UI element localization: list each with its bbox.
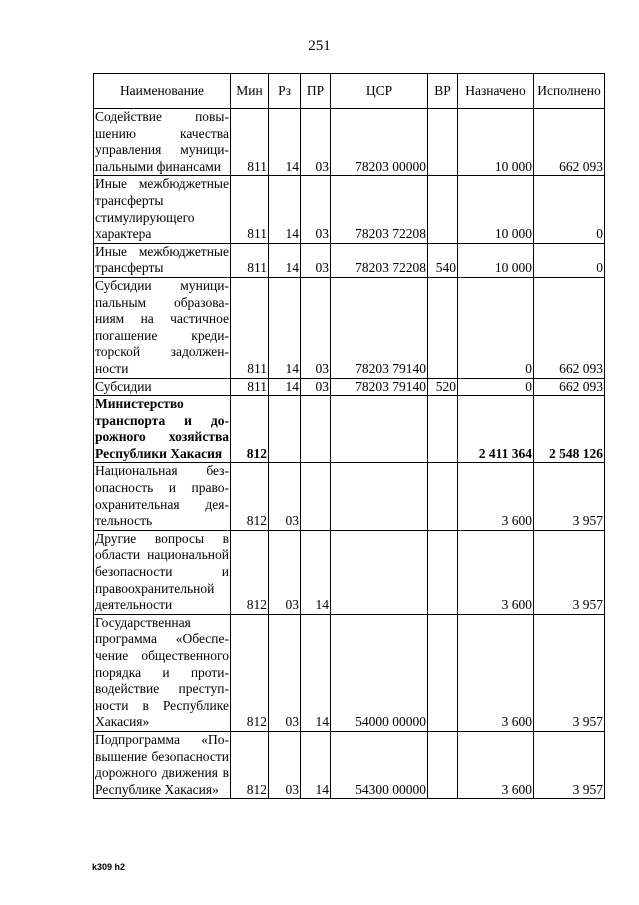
row-min: 812 [231,463,269,530]
row-assigned: 2 411 364 [458,396,534,463]
row-executed: 3 957 [534,463,605,530]
row-min: 811 [231,109,269,176]
table-row [94,243,605,277]
row-min: 812 [231,396,269,463]
row-assigned: 10 000 [458,109,534,176]
row-csr [331,530,428,614]
row-pr: 03 [301,243,331,277]
row-pr [301,463,331,530]
row-executed: 3 957 [534,530,605,614]
row-csr [331,463,428,530]
row-pr: 03 [301,176,331,243]
table-row [94,176,605,243]
row-csr: 78203 00000 [331,109,428,176]
row-executed: 3 957 [534,731,605,798]
row-assigned: 10 000 [458,243,534,277]
row-executed: 662 093 [534,378,605,396]
row-name: Другие вопросы в области национальной безопасности и правоохранительной деятельности [94,530,231,614]
table-body [94,109,605,799]
row-rz: 14 [269,243,301,277]
col-header-executed: Исполнено [534,74,605,109]
row-vr: 540 [428,243,458,277]
row-min: 811 [231,378,269,396]
row-vr [428,176,458,243]
row-vr: 520 [428,378,458,396]
row-min: 812 [231,614,269,731]
row-executed: 3 957 [534,614,605,731]
row-rz: 03 [269,463,301,530]
row-rz: 03 [269,731,301,798]
page-number: 251 [308,38,331,54]
col-header-rz: Рз [269,74,301,109]
row-assigned: 3 600 [458,530,534,614]
row-csr: 78203 72208 [331,243,428,277]
row-name: Субсидии муниципальным образованиям на частичное погашение кредиторской задолженности [94,277,231,378]
row-pr [301,396,331,463]
row-name: Субсидии [94,378,231,396]
row-assigned: 3 600 [458,731,534,798]
row-name: Национальная безопасность и правоохранительная деятельность [94,463,231,530]
table-row [94,109,605,176]
row-assigned: 3 600 [458,463,534,530]
row-csr: 78203 72208 [331,176,428,243]
row-csr: 54300 00000 [331,731,428,798]
row-min: 811 [231,243,269,277]
row-executed: 662 093 [534,277,605,378]
row-csr [331,396,428,463]
col-header-vr: ВР [428,74,458,109]
row-vr [428,396,458,463]
row-assigned: 3 600 [458,614,534,731]
table-row [94,378,605,396]
row-vr [428,277,458,378]
row-pr: 14 [301,530,331,614]
row-min: 811 [231,176,269,243]
row-csr: 54000 00000 [331,614,428,731]
row-executed: 0 [534,243,605,277]
row-name: Подпрограмма «Повышение безопасности дорожного движения в Республике Хакасия» [94,731,231,798]
table-row [94,614,605,731]
row-name: Министерство транспорта и дорожного хозяйства Республики Хакасия [94,396,231,463]
col-header-csr: ЦСР [331,74,428,109]
row-name: Государственная программа «Обеспечение общественного порядка и противодействие преступности в Республике Хакасия» [94,614,231,731]
row-min: 811 [231,277,269,378]
row-rz: 14 [269,109,301,176]
col-header-min: Мин [231,74,269,109]
row-rz: 14 [269,277,301,378]
row-min: 812 [231,731,269,798]
row-name: Иные межбюджетные трансферты [94,243,231,277]
row-pr: 14 [301,614,331,731]
row-pr: 14 [301,731,331,798]
row-executed: 662 093 [534,109,605,176]
footer-code: k309 h2 [92,862,126,872]
row-pr: 03 [301,109,331,176]
row-rz: 14 [269,176,301,243]
row-pr: 03 [301,378,331,396]
row-vr [428,530,458,614]
table-row [94,731,605,798]
row-assigned: 10 000 [458,176,534,243]
row-rz [269,396,301,463]
row-assigned: 0 [458,378,534,396]
col-header-pr: ПР [301,74,331,109]
row-csr: 78203 79140 [331,378,428,396]
row-vr [428,614,458,731]
row-assigned: 0 [458,277,534,378]
row-vr [428,109,458,176]
row-min: 812 [231,530,269,614]
table-row [94,463,605,530]
table-row [94,277,605,378]
row-vr [428,731,458,798]
row-executed: 0 [534,176,605,243]
row-executed: 2 548 126 [534,396,605,463]
col-header-name: Наименование [94,74,231,109]
row-rz: 14 [269,378,301,396]
table-header-row [94,74,605,109]
row-name: Иные межбюджетные трансферты стимулирующего характера [94,176,231,243]
row-name: Содействие повышению качества управления муниципальными финансами [94,109,231,176]
row-rz: 03 [269,614,301,731]
col-header-assigned: Назначено [458,74,534,109]
row-vr [428,463,458,530]
table-row [94,530,605,614]
budget-table [93,73,605,799]
row-rz: 03 [269,530,301,614]
row-pr: 03 [301,277,331,378]
row-csr: 78203 79140 [331,277,428,378]
table-row [94,396,605,463]
